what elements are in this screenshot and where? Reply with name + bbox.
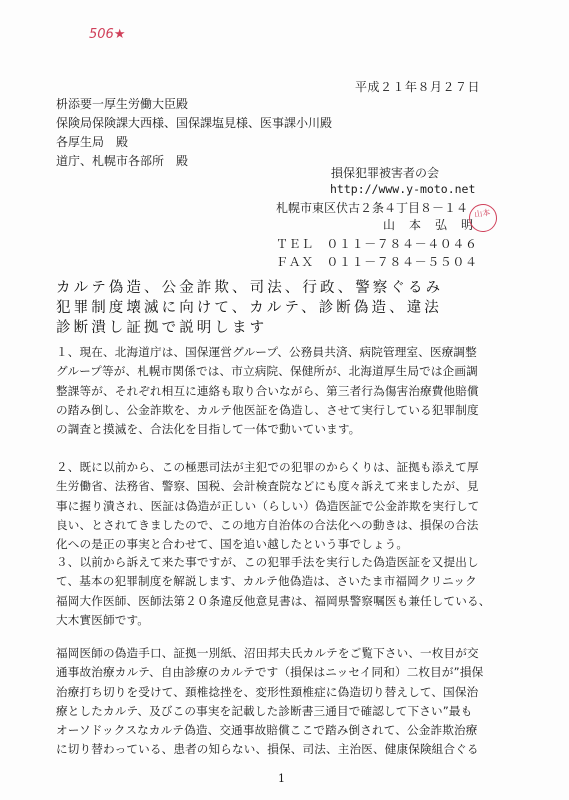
document-date: 平成２１年８月２７日	[355, 80, 481, 94]
paragraph-line: 整課等が、それぞれ相互に連絡も取り合いながら、第三者行為傷害治療費他賠償	[56, 383, 479, 398]
sender-address: 札幌市東区伏古２条４丁目８－１４	[276, 201, 469, 215]
paragraph-1	[56, 343, 526, 439]
sender-org: 損保犯罪被害者の会	[331, 166, 440, 180]
paragraph-line: ３、以前から訴えて来た事ですが、この犯罪手法を実行した偽造医証を又提出し	[56, 555, 479, 569]
paragraph-line: ２、既に以前から、この極悪司法が主犯での犯罪のからくりは、証拠も添えて厚	[56, 460, 479, 474]
headline-line: カルテ偽造、公金詐欺、司法、行政、警察ぐるみ	[56, 280, 444, 296]
paragraph-line: 療としたカルテ、及びこの事実を記載した診断書三通目で確認して下さい”最も	[56, 703, 473, 718]
sender-fax: ＦＡＸ ０１１－７８４－５５０４	[276, 255, 478, 269]
paragraph-line: グループ等が、札幌市関係では、市立病院、保健所が、北海道厚生局では企画調	[56, 364, 478, 379]
paragraph-line: の調査と摸滅を、合法化を目指して一体で動いています。	[56, 422, 361, 437]
recipient-line: 保険局保険課大西様、国保課塩見様、医事課小川殿	[56, 116, 333, 130]
paragraph-line: 良い、とされてきましたので、この地方自治体の合法化への動きは、損保の合法	[56, 517, 479, 532]
seal-text: 山本	[473, 207, 491, 220]
paragraph-line: 大木實医師です。	[56, 612, 150, 627]
sender-url: http://www.y-moto.net	[330, 182, 476, 196]
recipient-line: 道庁、札幌市各部所 殿	[56, 154, 189, 168]
paragraph-3	[56, 553, 526, 630]
paragraph-line: １、現在、北海道庁は、国保運営グループ、公務員共済、病院管理室、医療調整	[56, 345, 477, 359]
recipient-line: 各厚生局 殿	[56, 135, 129, 149]
paragraph-line: て、基本の犯罪制度を解説します、カルテ他偽造は、さいたま市福岡クリニック	[56, 574, 477, 589]
paragraph-line: に切り替わっている、患者の知らない、損保、司法、主治医、健康保険組合ぐる	[56, 742, 479, 757]
paragraph-line: 福岡大作医師、医師法第２０条違反他意見書は、福岡県警察嘱医も兼任している、	[56, 593, 491, 608]
paragraph-line: 福岡医師の偽造手口、証拠一別紙、沼田邦夫氏カルテをご覧下さい、一枚目が交	[56, 646, 479, 660]
paragraph-4	[56, 644, 526, 760]
paragraph-line: オーソドックスなカルテ偽造、交通事故賠償ここで踏み倒されて、公金詐欺治療	[56, 723, 478, 738]
paragraph-2	[56, 458, 526, 554]
handwritten-note: 506★	[89, 27, 126, 42]
paragraph-line: 生労働省、法務省、警察、国税、会計検査院などにも度々訴えて来ましたが、見	[56, 479, 479, 494]
paragraph-line: の踏み倒し、公金詐欺を、カルテ他医証を偽造し、させて実行している犯罪制度	[56, 402, 479, 417]
paragraph-line: 通事故治療カルテ、自由診療のカルテです（損保はニッセイ同和）二枚目が”損保	[56, 665, 484, 680]
document-headline	[56, 278, 526, 338]
paragraph-line: 化への是正の事実と合わせて、国を追い越したという事でしょう。	[56, 537, 409, 552]
sender-tel: ＴＥＬ ０１１－７８４－４０４６	[276, 237, 478, 251]
paragraph-line: 事に握り潰され、医証は偽造が正しい（らしい）偽造医証で公金詐欺を実行して	[56, 498, 480, 513]
headline-line: 犯罪制度壊滅に向けて、カルテ、診断偽造、違法	[56, 300, 442, 316]
paragraph-line: 治療打ち切りを受けて、頚椎捻挫を、変形性頚椎症に偽造切り替えして、国保治	[56, 684, 479, 699]
headline-line: 診断潰し証拠で説明します	[56, 320, 268, 336]
recipient-line: 枡添要一厚生労働大臣殿	[56, 97, 189, 111]
page-number: 1	[278, 772, 285, 785]
sender-name: 山 本 弘 明	[383, 218, 475, 232]
